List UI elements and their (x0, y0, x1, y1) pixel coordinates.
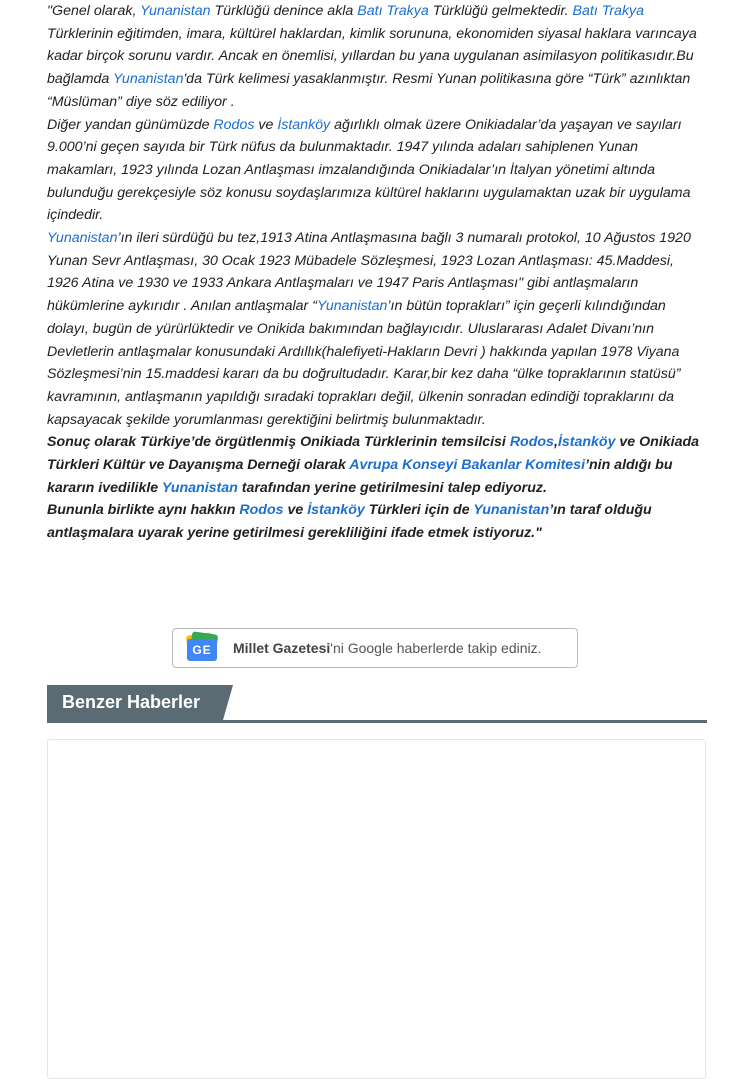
article-body (47, 0, 707, 545)
paragraph-3 (47, 227, 707, 431)
text-segment: ’ın ileri sürdüğü bu tez,1913 Atina Antlaşmasına bağlı 3 numaralı protokol, 10 Ağustos 1920 Yunan Sevr Antlaşması, 30 Ocak 1923 Mübadele Sözleşmesi, 1923 Lozan Antlaşması: 45.Maddesi, 1926 Atina ve 1930 ve 1933 Ankara Antlaşmaları ve 1947 Paris Antlaşması" gibi antlaşmaların hükümlerine aykırıdır . Anılan antlaşmalar “ (47, 230, 691, 315)
text-segment: Türklerinin eğitimden, imara, kültürel haklardan, kimlik sorununa, ekonomiden siyasal haklara varıncaya kadar birçok sorunu vardır. Ancak en önemlisi, yıllardan bu yana uygulanan asimilasyon politikasıdır.Bu bağlamda (47, 25, 697, 88)
google-news-publisher: Millet Gazetesi (233, 640, 331, 656)
keyword-link[interactable]: Yunanistan (113, 71, 184, 88)
text-segment: ve (283, 502, 308, 519)
keyword-link[interactable]: Rodos (213, 116, 255, 133)
text-segment: 'da Türk kelimesi yasaklanmıştır. Resmi Yunan politikasına göre “Türk” azınlıktan “Müslüman” diye söz ediliyor . (47, 71, 691, 110)
keyword-link[interactable]: İstanköy (277, 116, 331, 133)
related-news-panel (47, 739, 706, 1079)
text-segment: Sonuç olarak Türkiye’de örgütlenmiş Onikiada Türklerinin temsilcisi (47, 434, 510, 451)
text-segment: "Genel olarak, (47, 3, 141, 19)
keyword-link[interactable]: Batı Trakya (572, 3, 645, 19)
keyword-link[interactable]: Rodos (509, 434, 554, 451)
text-segment: Türkleri için de (364, 502, 474, 519)
text-segment: Diğer yandan günümüzde (47, 116, 214, 133)
keyword-link[interactable]: Yunanistan (316, 298, 388, 315)
keyword-link[interactable]: Rodos (239, 502, 284, 519)
google-news-label-rest: 'ni Google haberlerde takip ediniz. (330, 640, 542, 656)
keyword-link[interactable]: Yunanistan (473, 502, 550, 519)
text-segment: ve (254, 116, 278, 133)
paragraph-1 (47, 0, 707, 114)
keyword-link[interactable]: İstanköy (307, 502, 365, 519)
keyword-link[interactable]: Yunanistan (161, 479, 238, 496)
text-segment: ağırlıklı olmak üzere Onikiadalar’da yaşayan ve sayıları 9.000’ni geçen sayıda bir Türk nüfus da bulunmaktadır. 1947 yılında adaları sahiplenen Yunan makamları, 1923 yılında Lozan Antlaşması imzalandığında Onikiadalar’ın İtalyan yönetimi altında bulunduğu gerekçesiyle söz konusu soydaşlarımıza kültürel haklarını uygulamaktan uzak bir uygulama içindedir. (47, 116, 691, 224)
text-segment: ’nin aldığı bu kararın ivedilikle (47, 457, 673, 496)
keyword-link[interactable]: İstanköy (557, 434, 616, 451)
related-news-header (47, 685, 707, 723)
text-segment: Bununla birlikte aynı hakkın (47, 502, 240, 519)
text-segment: Türklüğü denince akla (210, 3, 358, 19)
google-news-label (233, 640, 542, 656)
text-segment: ve Onikiada Türkleri Kültür ve Dayanışma Derneği olarak (47, 434, 700, 474)
paragraph-5 (47, 499, 707, 544)
text-segment: ’ın taraf olduğu antlaşmalara uyarak yerine getirilmesi gerekliliğini ifade etmek istiyoruz." (47, 502, 652, 542)
text-segment: ’ın bütün toprakları” için geçerli kılındığından dolayı, bugün de yürürlüktedir ve Onikida bakımından bağlayıcıdır. Uluslararası Adalet Divanı’nın Devletlerin antlaşmalar konusundaki Ardıllık(halefiyeti-Hakların Devri ) hakkında yapılan 1978 Viyana Sözleşmesi’nin 15.maddesi kararı da bu doğrultudadır. Karar,bir kez daha “ülke topraklarının statüsü” kavramının, antlaşmanın yapıldığı sıradaki toprakları değil, ülkenin sonradan edindiği topraklarını da kapsayacak şekilde yorumlanması gerektiğini belirtmiş bulunmaktadır. (47, 298, 681, 428)
keyword-link[interactable]: Yunanistan (47, 230, 118, 247)
keyword-link[interactable]: Avrupa Konseyi Bakanlar Komitesi (349, 457, 586, 474)
paragraph-4 (47, 431, 707, 499)
text-segment: Türklüğü gelmektedir. (428, 3, 573, 19)
paragraph-2 (47, 114, 707, 228)
google-news-follow-button[interactable] (172, 628, 578, 668)
related-news-title: Benzer Haberler (47, 685, 223, 720)
text-segment: , (553, 434, 558, 451)
keyword-link[interactable]: Yunanistan (140, 3, 211, 19)
section-divider (47, 720, 707, 723)
text-segment: tarafından yerine getirilmesini talep ediyoruz. (237, 479, 547, 496)
google-news-icon: GE (185, 633, 219, 663)
keyword-link[interactable]: Batı Trakya (357, 3, 429, 19)
